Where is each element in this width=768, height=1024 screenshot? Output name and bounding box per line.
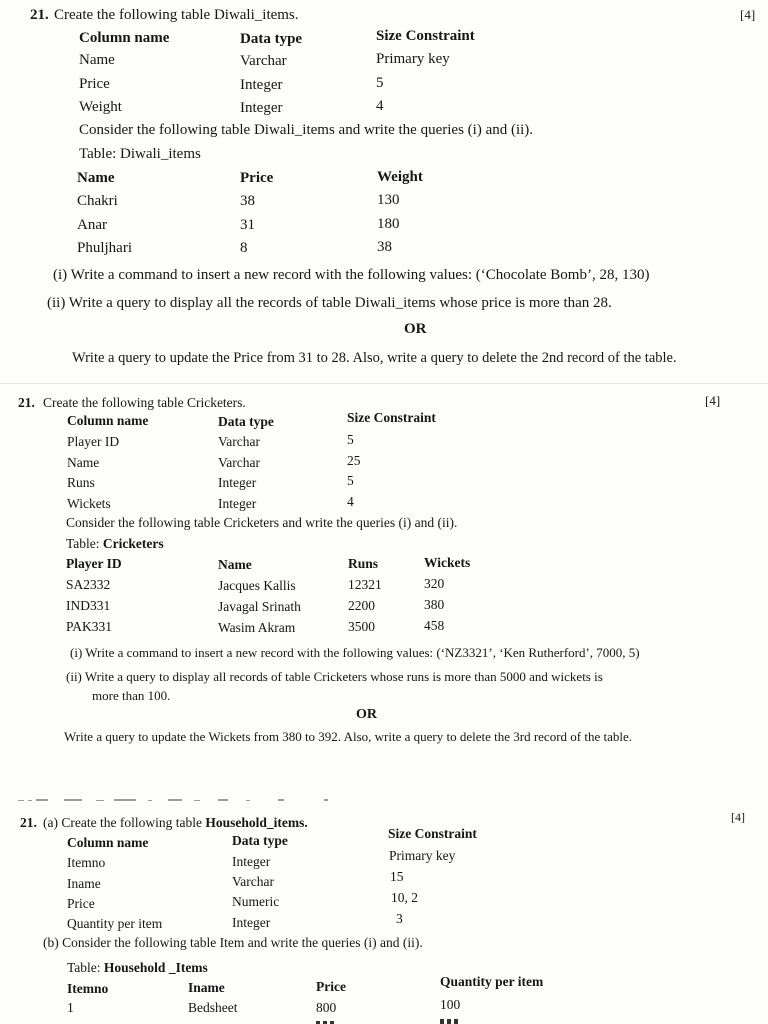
table-cell: Iname bbox=[67, 876, 101, 891]
table-cell: 38 bbox=[240, 193, 255, 209]
table-cell: Varchar bbox=[218, 434, 260, 449]
column-header: Iname bbox=[188, 980, 225, 995]
column-header: Size Constraint bbox=[388, 826, 477, 841]
table-cell: Integer bbox=[240, 77, 283, 93]
table-cell: 3 bbox=[396, 911, 403, 926]
or-separator: OR bbox=[404, 321, 427, 337]
table-cell: Numeric bbox=[232, 894, 280, 909]
table-cell: Player ID bbox=[67, 434, 120, 449]
table-cell: 320 bbox=[424, 576, 445, 591]
table-cell: 4 bbox=[347, 494, 354, 509]
instruction-text: Consider the following table Cricketers and write the queries (i) and (ii). bbox=[66, 515, 458, 530]
column-header: Column name bbox=[67, 835, 149, 850]
sub-question-ii-continued: more than 100. bbox=[92, 688, 171, 703]
table-cell: Integer bbox=[232, 915, 271, 930]
table-cell: 458 bbox=[424, 618, 445, 633]
table-cell: 800 bbox=[316, 1000, 337, 1015]
column-header: Name bbox=[77, 170, 115, 186]
table-cell: Runs bbox=[67, 475, 95, 490]
table-caption-name: Cricketers bbox=[102, 536, 164, 551]
table-cell: Integer bbox=[218, 475, 257, 490]
table-cell: 1 bbox=[67, 1000, 74, 1015]
table-cell: Name bbox=[67, 455, 100, 470]
table-cell: 380 bbox=[424, 597, 445, 612]
column-header: Player ID bbox=[66, 556, 122, 571]
column-header: Runs bbox=[348, 556, 379, 571]
table-cell: Name bbox=[79, 52, 115, 68]
table-cell: SA2332 bbox=[66, 577, 111, 592]
cropped-row-fragment bbox=[310, 1018, 470, 1024]
table-cell: Weight bbox=[79, 99, 122, 115]
table-cell: Itemno bbox=[67, 855, 106, 870]
alternative-question: Write a query to update the Price from 31 to 28. Also, write a query to delete the 2nd record of the table. bbox=[72, 350, 677, 366]
table-caption-name: Household _Items bbox=[103, 960, 208, 975]
question-number: 21. bbox=[20, 815, 37, 830]
column-header: Weight bbox=[377, 169, 423, 185]
sub-question-ii: (ii) Write a query to display all records of table Cricketers whose runs is more than 5000 and wickets is bbox=[66, 669, 603, 684]
sub-question-ii: (ii) Write a query to display all the records of table Diwali_items whose price is more than 28. bbox=[47, 295, 612, 311]
table-caption-prefix: Table: bbox=[67, 960, 104, 975]
instruction-text: Consider the following table Diwali_items and write the queries (i) and (ii). bbox=[79, 122, 534, 138]
marks-label: [4] bbox=[705, 393, 721, 408]
part-a-text: (a) Create the following table bbox=[43, 815, 206, 830]
table-cell: Bedsheet bbox=[188, 1000, 238, 1015]
table-cell: Primary key bbox=[376, 51, 450, 67]
question-heading: Create the following table Diwali_items. bbox=[54, 7, 299, 23]
table-caption-prefix: Table: bbox=[66, 536, 103, 551]
alternative-question: Write a query to update the Wickets from 380 to 392. Also, write a query to delete the 3rd record of the table. bbox=[64, 729, 633, 744]
table-cell: 12321 bbox=[348, 577, 382, 592]
column-header: Wickets bbox=[424, 555, 471, 570]
table-cell: Price bbox=[67, 896, 95, 911]
table-cell: Phuljhari bbox=[77, 240, 132, 256]
table-cell: 38 bbox=[377, 239, 392, 255]
table-cell: 25 bbox=[347, 453, 361, 468]
marks-label: [4] bbox=[740, 7, 756, 22]
question-number: 21. bbox=[30, 7, 49, 23]
table-cell: Wickets bbox=[67, 496, 111, 511]
table-cell: Varchar bbox=[232, 874, 274, 889]
table-cell: 15 bbox=[390, 869, 404, 884]
column-header: Column name bbox=[67, 413, 149, 428]
sub-question-i: (i) Write a command to insert a new record with the following values: (‘NZ3321’, ‘Ken Rutherford’, 7000, 5) bbox=[70, 645, 640, 660]
part-b-text: (b) Consider the following table Item and write the queries (i) and (ii). bbox=[43, 935, 423, 950]
table-cell: 5 bbox=[347, 432, 354, 447]
table-cell: 100 bbox=[440, 997, 461, 1012]
table-cell: Quantity per item bbox=[67, 916, 163, 931]
column-header: Price bbox=[316, 979, 346, 994]
column-header: Price bbox=[240, 170, 274, 186]
column-header: Size Constraint bbox=[347, 410, 436, 425]
table-cell: 5 bbox=[347, 473, 354, 488]
table-caption bbox=[67, 960, 208, 976]
table-cell: Integer bbox=[240, 100, 283, 116]
column-header: Column name bbox=[79, 30, 170, 46]
column-header: Name bbox=[218, 557, 252, 572]
table-cell: 10, 2 bbox=[391, 890, 418, 905]
question-heading bbox=[43, 815, 308, 831]
table-cell: 8 bbox=[240, 240, 248, 256]
table-cell: 180 bbox=[377, 216, 400, 232]
table-name: Household_items. bbox=[205, 815, 308, 830]
column-header: Quantity per item bbox=[440, 974, 544, 989]
table-cell: Javagal Srinath bbox=[218, 599, 301, 614]
table-cell: 3500 bbox=[348, 619, 375, 634]
column-header: Data type bbox=[240, 31, 303, 47]
table-cell: Price bbox=[79, 76, 110, 92]
sub-question-i: (i) Write a command to insert a new record with the following values: (‘Chocolate Bomb’, 28, 130) bbox=[53, 267, 650, 283]
column-header: Size Constraint bbox=[376, 28, 475, 44]
column-header: Itemno bbox=[67, 981, 109, 996]
table-cell: 2200 bbox=[348, 598, 375, 613]
table-cell: IND331 bbox=[66, 598, 111, 613]
table-cell: PAK331 bbox=[66, 619, 113, 634]
table-caption: Table: Diwali_items bbox=[79, 146, 201, 162]
column-header: Data type bbox=[218, 414, 274, 429]
table-cell: 130 bbox=[377, 192, 400, 208]
table-cell: Integer bbox=[232, 854, 271, 869]
table-cell: Jacques Kallis bbox=[218, 578, 296, 593]
table-cell: Integer bbox=[218, 496, 257, 511]
table-cell: 5 bbox=[376, 75, 384, 91]
table-cell: Wasim Akram bbox=[218, 620, 296, 635]
table-cell: Chakri bbox=[77, 193, 118, 209]
table-cell: Varchar bbox=[218, 455, 260, 470]
table-cell: 31 bbox=[240, 217, 255, 233]
or-separator: OR bbox=[356, 707, 377, 722]
column-header: Data type bbox=[232, 833, 288, 848]
table-cell: Primary key bbox=[389, 848, 456, 863]
table-cell: 4 bbox=[376, 98, 384, 114]
question-number: 21. bbox=[18, 395, 35, 410]
table-cell: Anar bbox=[77, 217, 107, 233]
table-cell: Varchar bbox=[240, 53, 287, 69]
marks-label: [4] bbox=[731, 810, 745, 824]
question-heading: Create the following table Cricketers. bbox=[43, 395, 246, 410]
